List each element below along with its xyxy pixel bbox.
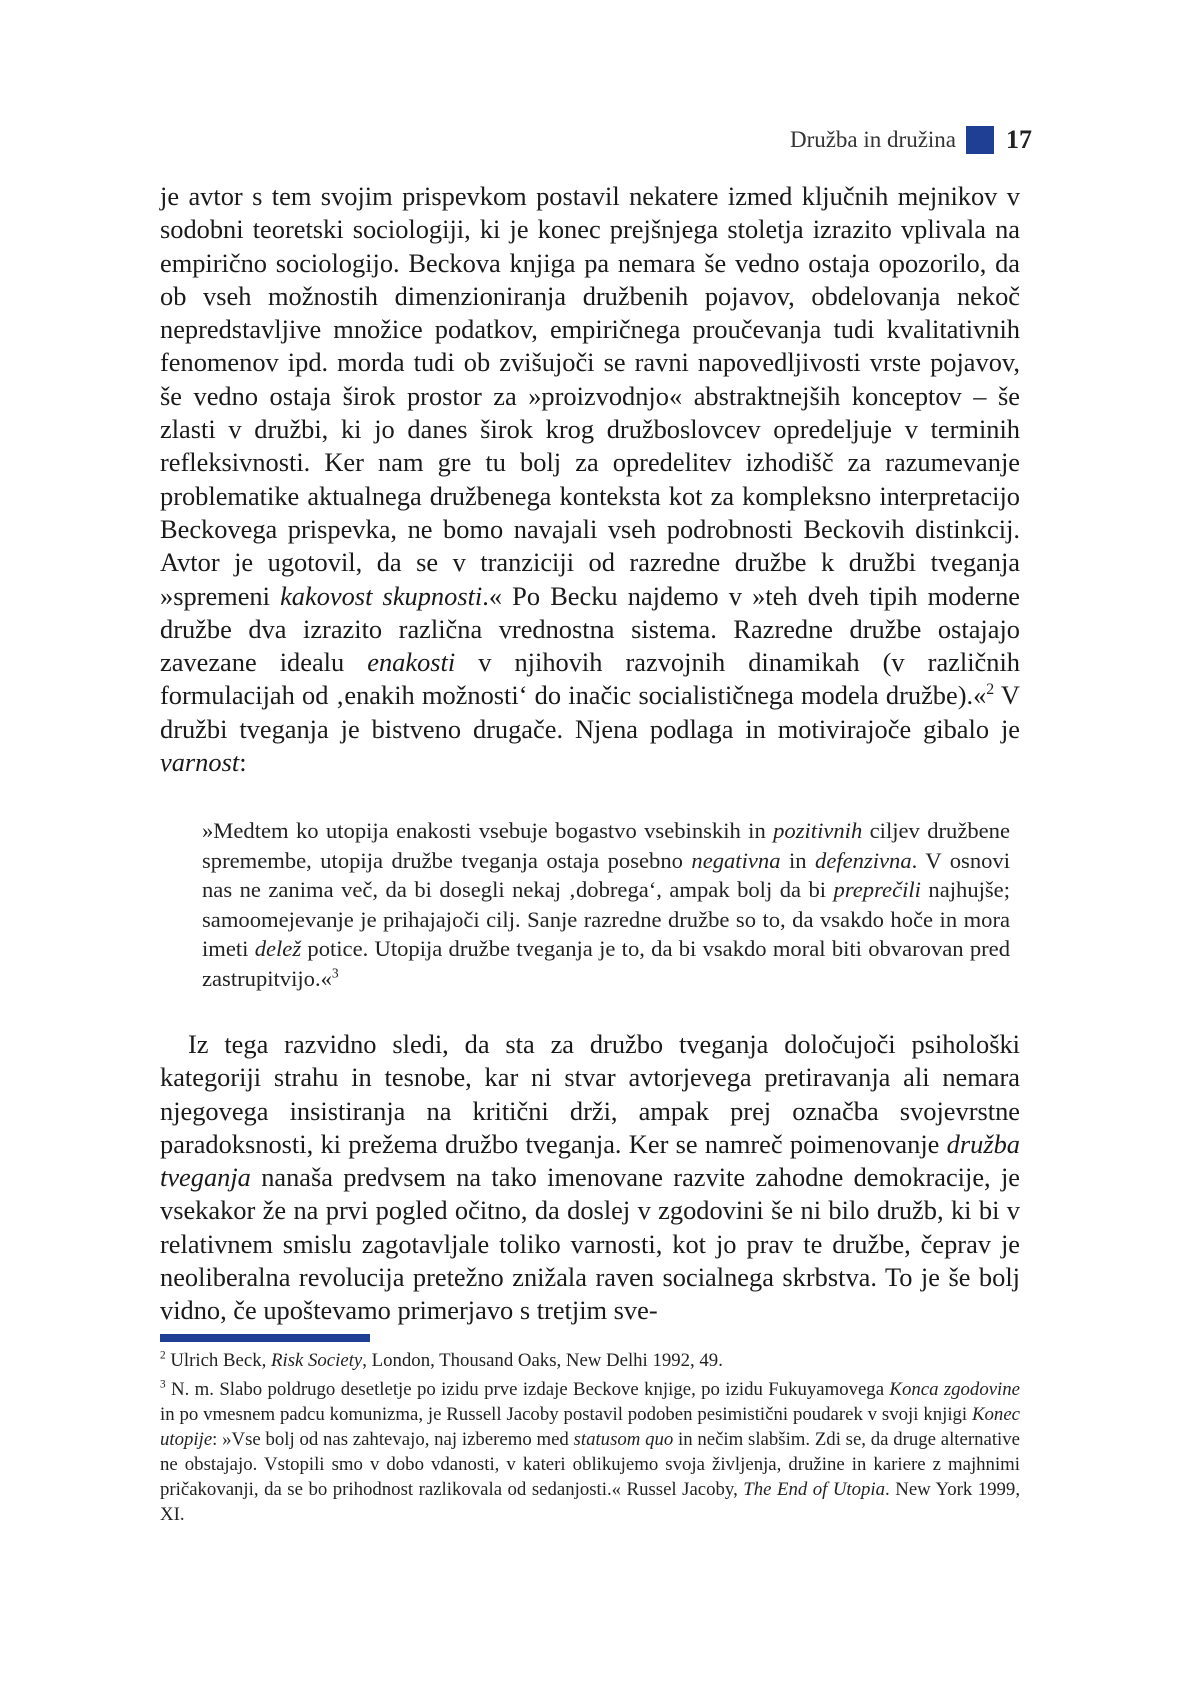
footnote-text: . New York 1999, XI.	[160, 1479, 1021, 1525]
italic-phrase: delež	[254, 936, 302, 962]
italic-phrase: kakovost skupnosti	[280, 580, 483, 611]
section-marker-square	[966, 126, 994, 154]
italic-phrase: statusom quo	[573, 1429, 674, 1450]
quote-text: ciljev družbene spremembe, utopija družbe tveganja ostaja posebno	[202, 818, 1010, 873]
body-paragraph-1	[160, 180, 1020, 779]
quote-text: in	[780, 847, 816, 873]
body-text-span: nanaša predvsem na tako imenovane razvite zahodne demokracije, je vsekakor že na prvi pogled očitno, da doslej v zgodovini še ni bilo družb, ki bi v relativnem smislu zagotavljale toliko varnosti, kot jo prav te družbe, čeprav je neoliberalna revolucija pretežno znižala raven socialnega skrbstva. To je še bolj vidno, če upoštevamo primerjavo s tretjim sve-	[160, 1162, 1020, 1326]
footnote-text: in po vmesnem padcu komunizma, je Russell Jacoby postavil podoben pesimistični poudarek v svoji knjigi	[160, 1404, 973, 1425]
block-quote	[202, 816, 1010, 994]
footnote-ref: 3	[331, 965, 339, 981]
italic-phrase: preprečili	[833, 877, 921, 903]
footnotes	[160, 1348, 1020, 1531]
body-text-span: .« Po Becku najdemo v »teh dveh tipih moderne družbe dva izrazito različna vrednostna sistema. Razredne družbe ostajajo zavezane idealu	[160, 580, 1020, 678]
running-head	[790, 125, 1032, 155]
italic-phrase: The End of Utopia	[743, 1479, 886, 1500]
italic-phrase: varnost	[160, 747, 240, 778]
page-number: 17	[1006, 125, 1032, 154]
italic-phrase: defenzivna	[815, 847, 912, 873]
italic-phrase: Risk Society	[271, 1350, 363, 1371]
footnote-text: N. m. Slabo poldrugo desetletje po izidu prve izdaje Beckove knjige, po izidu Fukuyamovega	[165, 1379, 890, 1400]
footnote-text: Ulrich Beck,	[165, 1350, 271, 1371]
footnote-number: 3	[160, 1378, 166, 1391]
body-paragraph-2	[160, 1028, 1020, 1328]
footnote-text: , London, Thousand Oaks, New Delhi 1992, 49.	[362, 1350, 723, 1371]
footnote-number: 2	[160, 1349, 166, 1362]
body-text-span: v njihovih razvojnih dinamikah (v različnih formulacijah od ‚enakih možnosti‘ do inačic socialističnega modela družbe).«	[160, 647, 1020, 711]
footnote-2	[160, 1348, 1020, 1373]
footnote-text: in nečim slabšim. Zdi se, da druge alternative ne obstajajo. Vstopili smo v dobo vdanosti, v kateri oblikujemo svoja življenja, družine in kariere z majhnimi pričakovanji, da se bo prihodnost razlikovala od sedanjosti.« Russel Jacoby,	[160, 1429, 1020, 1500]
footnote-separator	[160, 1334, 370, 1342]
quote-text: »Medtem ko utopija enakosti vsebuje bogastvo vsebinskih in	[202, 818, 774, 843]
footnote-text: : »Vse bolj od nas zahtevajo, naj izberemo med	[212, 1429, 574, 1450]
italic-phrase: Konca zgodovine	[889, 1379, 1020, 1400]
body-text-span: je avtor s tem svojim prispevkom postavil nekatere izmed ključnih mejnikov v sodobni teoretski sociologiji, ki je konec prejšnjega stoletja izrazito vplivala na empirično sociologijo. Beckova knjiga pa nemara še vedno ostaja opozorilo, da ob vseh možnostih dimenzioniranja družbenih pojavov, obdelovanja nekoč nepredstavljive množice podatkov, empiričnega proučevanja tudi kvalitativnih fenomenov ipd. morda tudi ob zvišujoči se ravni napovedljivosti vrste pojavov, še vedno ostaja širok prostor za »proizvodnjo« abstraktnejših konceptov – še zlasti v družbi, ki jo danes širok krog družboslovcev opredeljuje v terminih refleksivnosti. Ker nam gre tu bolj za opredelitev izhodišč za razumevanje problematike aktualnega družbenega konteksta kot za kompleksno interpretacijo Beckovega prispevka, ne bomo navajali vseh podrobnosti Beckovih distinkcij. Avtor je ugotovil, da se v tranziciji od razredne družbe k družbi tveganja »spremeni	[160, 181, 1020, 611]
body-text-span: V družbi tveganja je bistveno drugače. Njena podlaga in motivirajoče gibalo je	[160, 680, 1020, 744]
italic-phrase: negativna	[691, 847, 781, 873]
quote-text: najhujše; samoomejevanje je prihajajoči cilj. Sanje razredne družbe so to, da vsakdo hoče in mora imeti	[202, 877, 1010, 962]
quote-text: . V osnovi nas ne zanima več, da bi dosegli nekaj ‚dobrega‘, ampak bolj da bi	[202, 847, 1011, 903]
body-text-span: :	[239, 747, 247, 778]
italic-phrase: družba tveganja	[160, 1128, 1020, 1193]
quote-text: potice. Utopija družbe tveganja je to, da bi vsakdo moral biti obvarovan pred zastrupitvijo.«	[202, 936, 1010, 991]
running-title: Družba in družina	[789, 127, 956, 152]
italic-phrase: pozitivnih	[773, 818, 863, 843]
footnote-3	[160, 1377, 1020, 1527]
footnote-ref: 2	[986, 681, 995, 699]
italic-phrase: enakosti	[367, 647, 456, 678]
body-text-span: Iz tega razvidno sledi, da sta za družbo tveganja določujoči psihološki kategoriji strahu in tesnobe, kar ni stvar avtorjevega pretiravanja ali nemara njegovega insistiranja na kritični drži, ampak prej označba svojevrstne paradoksnosti, ki prežema družbo tveganja. Ker se namreč poimenovanje	[160, 1029, 1020, 1159]
italic-phrase: Konec utopije	[160, 1404, 1020, 1450]
